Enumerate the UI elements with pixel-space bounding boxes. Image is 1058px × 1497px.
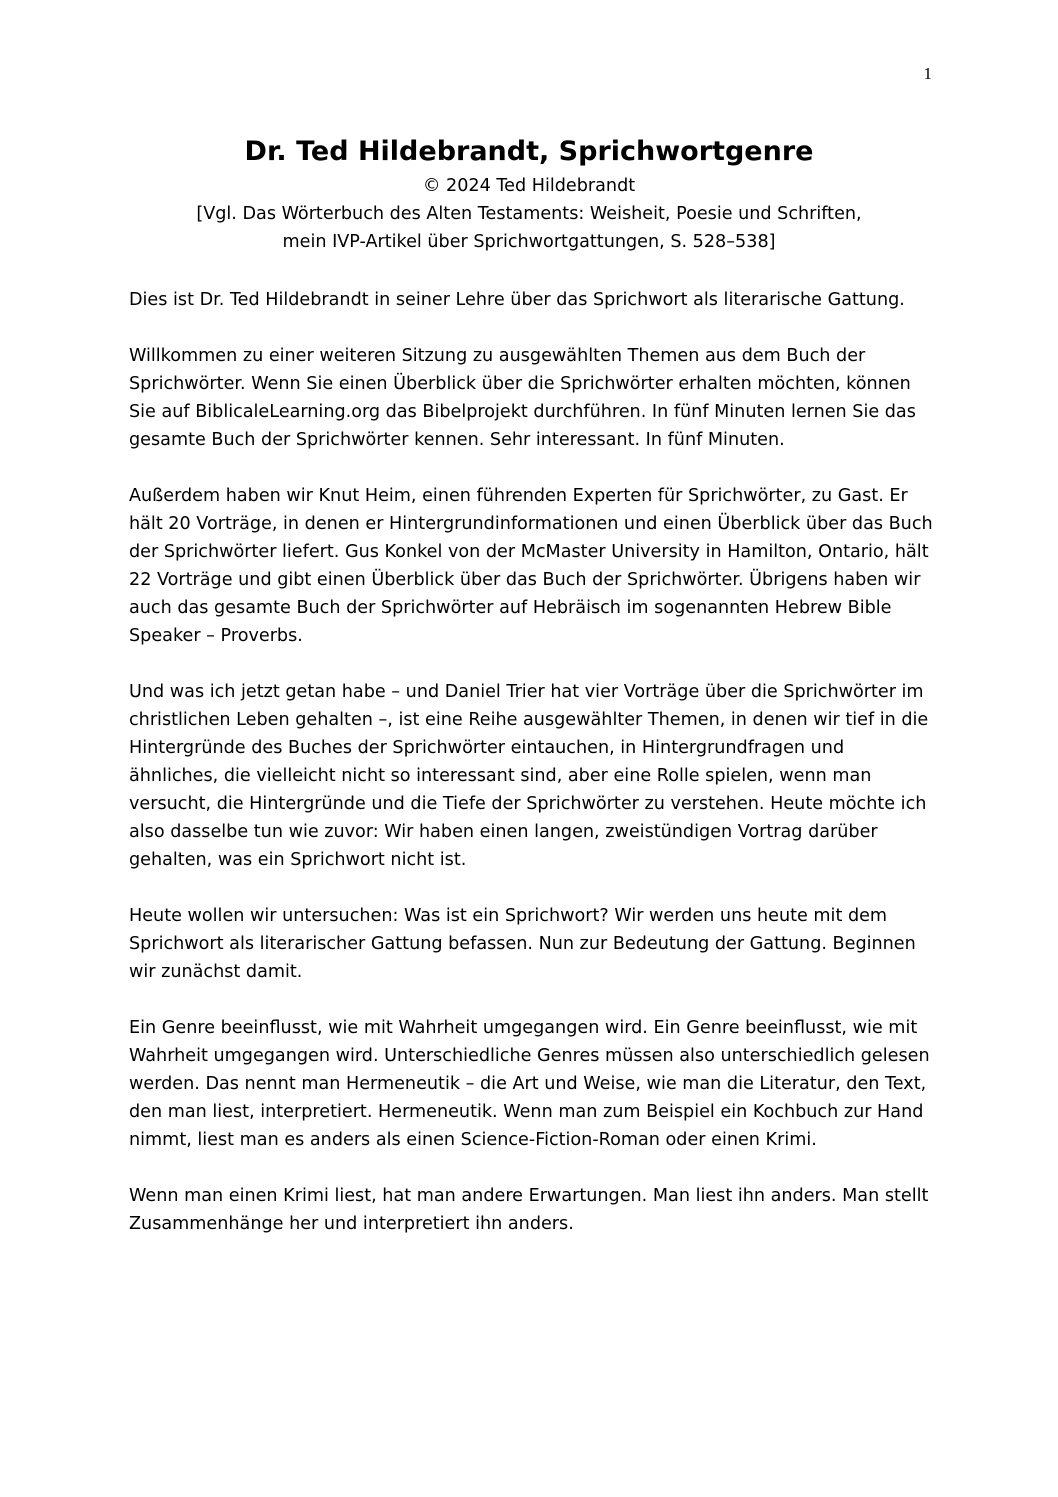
paragraph-1: Dies ist Dr. Ted Hildebrandt in seiner Lehre über das Sprichwort als literarische Gattung. [129,290,905,310]
page-number: 1 [923,64,932,83]
document-body [129,286,935,1238]
paragraph-7: Wenn man einen Krimi liest, hat man andere Erwartungen. Man liest ihn anders. Man stellt Zusammenhänge her und interpretiert ihn anders. [129,1186,929,1234]
paragraph-2: Willkommen zu einer weiteren Sitzung zu ausgewählten Themen aus dem Buch der Sprichwörter. Wenn Sie einen Überblick über die Sprichwörter erhalten möchten, können Sie auf BiblicaleLearning.org das Bibelprojekt durchführen. In fünf Minuten lernen Sie das gesamte Buch der Sprichwörter kennen. Sehr interessant. In fünf Minuten. [129,346,916,450]
document-title: Dr. Ted Hildebrandt, Sprichwortgenre [244,136,814,167]
copyright-line: © 2024 Ted Hildebrandt [422,176,636,196]
paragraph-5: Heute wollen wir untersuchen: Was ist ein Sprichwort? Wir werden uns heute mit dem Sprichwort als literarischer Gattung befassen. Nun zur Bedeutung der Gattung. Beginnen wir zunächst damit. [129,906,916,982]
reference-line-2: mein IVP-Artikel über Sprichwortgattungen, S. 528–538] [282,232,776,252]
document-header [120,132,938,256]
paragraph-3: Außerdem haben wir Knut Heim, einen führenden Experten für Sprichwörter, zu Gast. Er hält 20 Vorträge, in denen er Hintergrundinformationen und einen Überblick über das Buch der Sprichwörter liefert. Gus Konkel von der McMaster University in Hamilton, Ontario, hält 22 Vorträge und gibt einen Überblick über das Buch der Sprichwörter. Übrigens haben wir auch das gesamte Buch der Sprichwörter auf Hebräisch im sogenannten Hebrew Bible Speaker – Proverbs. [129,486,933,646]
paragraph-6: Ein Genre beeinflusst, wie mit Wahrheit umgegangen wird. Ein Genre beeinflusst, wie mit Wahrheit umgegangen wird. Unterschiedliche Genres müssen also unterschiedlich gelesen werden. Das nennt man Hermeneutik – die Art und Weise, wie man die Literatur, den Text, den man liest, interpretiert. Hermeneutik. Wenn man zum Beispiel ein Kochbuch zur Hand nimmt, liest man es anders als einen Science-Fiction-Roman oder einen Krimi. [129,1018,930,1150]
paragraph-4: Und was ich jetzt getan habe – und Daniel Trier hat vier Vorträge über die Sprichwörter im christlichen Leben gehalten –, ist eine Reihe ausgewählter Themen, in denen wir tief in die Hintergründe des Buches der Sprichwörter eintauchen, in Hintergrundfragen und ähnliches, die vielleicht nicht so interessant sind, aber eine Rolle spielen, wenn man versucht, die Hintergründe und die Tiefe der Sprichwörter zu verstehen. Heute möchte ich also dasselbe tun wie zuvor: Wir haben einen langen, zweistündigen Vortrag darüber gehalten, was ein Sprichwort nicht ist. [129,682,929,870]
reference-line-1: [Vgl. Das Wörterbuch des Alten Testaments: Weisheit, Poesie und Schriften, [196,204,862,224]
